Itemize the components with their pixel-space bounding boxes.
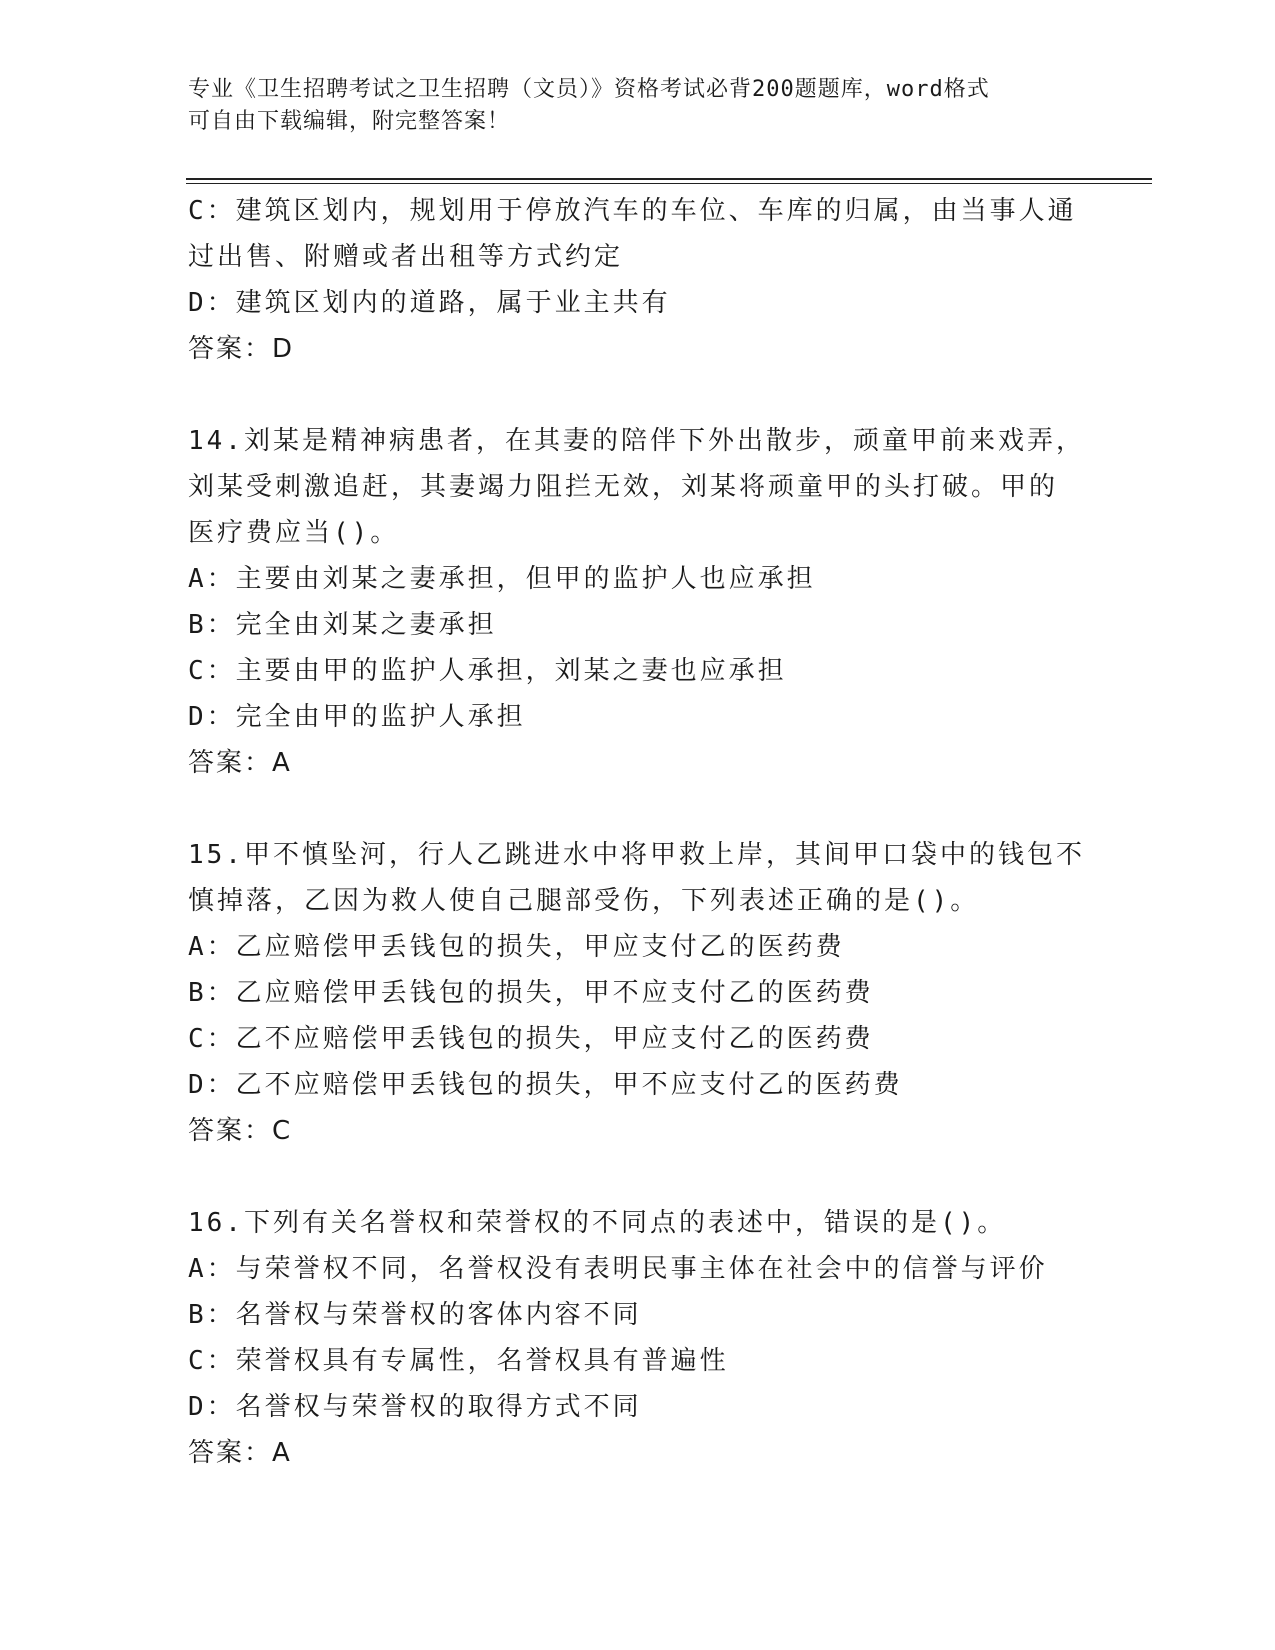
option-c: C：荣誉权具有专属性，名誉权具有普遍性 [188, 1346, 729, 1376]
option-d: D：完全由甲的监护人承担 [188, 702, 526, 732]
question-14 [188, 418, 1088, 786]
answer: 答案：C [188, 1116, 293, 1146]
option-c: C：主要由甲的监护人承担，刘某之妻也应承担 [188, 656, 787, 686]
question-stem-continued: 慎掉落，乙因为救人使自己腿部受伤，下列表述正确的是()。 [188, 886, 980, 916]
option-a: A：与荣誉权不同，名誉权没有表明民事主体在社会中的信誉与评价 [188, 1254, 1048, 1284]
option-d: D：建筑区划内的道路，属于业主共有 [188, 288, 671, 318]
option-a: A：主要由刘某之妻承担，但甲的监护人也应承担 [188, 564, 816, 594]
header-line-1: 专业《卫生招聘考试之卫生招聘（文员）》资格考试必背200题题库，word格式 [188, 77, 990, 102]
header-rule-thin [186, 183, 1152, 184]
question-stem-continued: 医疗费应当()。 [188, 518, 400, 548]
document-body [188, 188, 1088, 1476]
header-line-2: 可自由下载编辑，附完整答案！ [188, 109, 511, 134]
option-c-continued: 过出售、附赠或者出租等方式约定 [188, 242, 624, 272]
question-stem-continued: 刘某受刺激追赶，其妻竭力阻拦无效，刘某将顽童甲的头打破。甲的 [188, 472, 1059, 502]
spacer [188, 372, 1088, 418]
option-d: D：乙不应赔偿甲丢钱包的损失，甲不应支付乙的医药费 [188, 1070, 903, 1100]
question-stem: 14.刘某是精神病患者，在其妻的陪伴下外出散步，顽童甲前来戏弄， [188, 426, 1085, 456]
spacer [188, 786, 1088, 832]
option-b: B：乙应赔偿甲丢钱包的损失，甲不应支付乙的医药费 [188, 978, 874, 1008]
answer: 答案：D [188, 334, 295, 364]
answer: 答案：A [188, 1438, 292, 1468]
option-d: D：名誉权与荣誉权的取得方式不同 [188, 1392, 642, 1422]
option-c: C：乙不应赔偿甲丢钱包的损失，甲应支付乙的医药费 [188, 1024, 874, 1054]
spacer [188, 1154, 1088, 1200]
answer: 答案：A [188, 748, 292, 778]
question-13 [188, 188, 1088, 372]
question-stem: 15.甲不慎坠河，行人乙跳进水中将甲救上岸，其间甲口袋中的钱包不 [188, 840, 1085, 870]
option-b: B：名誉权与荣誉权的客体内容不同 [188, 1300, 642, 1330]
question-stem: 16.下列有关名誉权和荣誉权的不同点的表述中，错误的是()。 [188, 1208, 1007, 1238]
document-header [188, 74, 1088, 138]
option-a: A：乙应赔偿甲丢钱包的损失，甲应支付乙的医药费 [188, 932, 845, 962]
option-b: B：完全由刘某之妻承担 [188, 610, 497, 640]
question-15 [188, 832, 1088, 1154]
header-rule-thick [186, 178, 1152, 180]
question-16 [188, 1200, 1088, 1476]
option-c: C：建筑区划内，规划用于停放汽车的车位、车库的归属，由当事人通 [188, 196, 1077, 226]
